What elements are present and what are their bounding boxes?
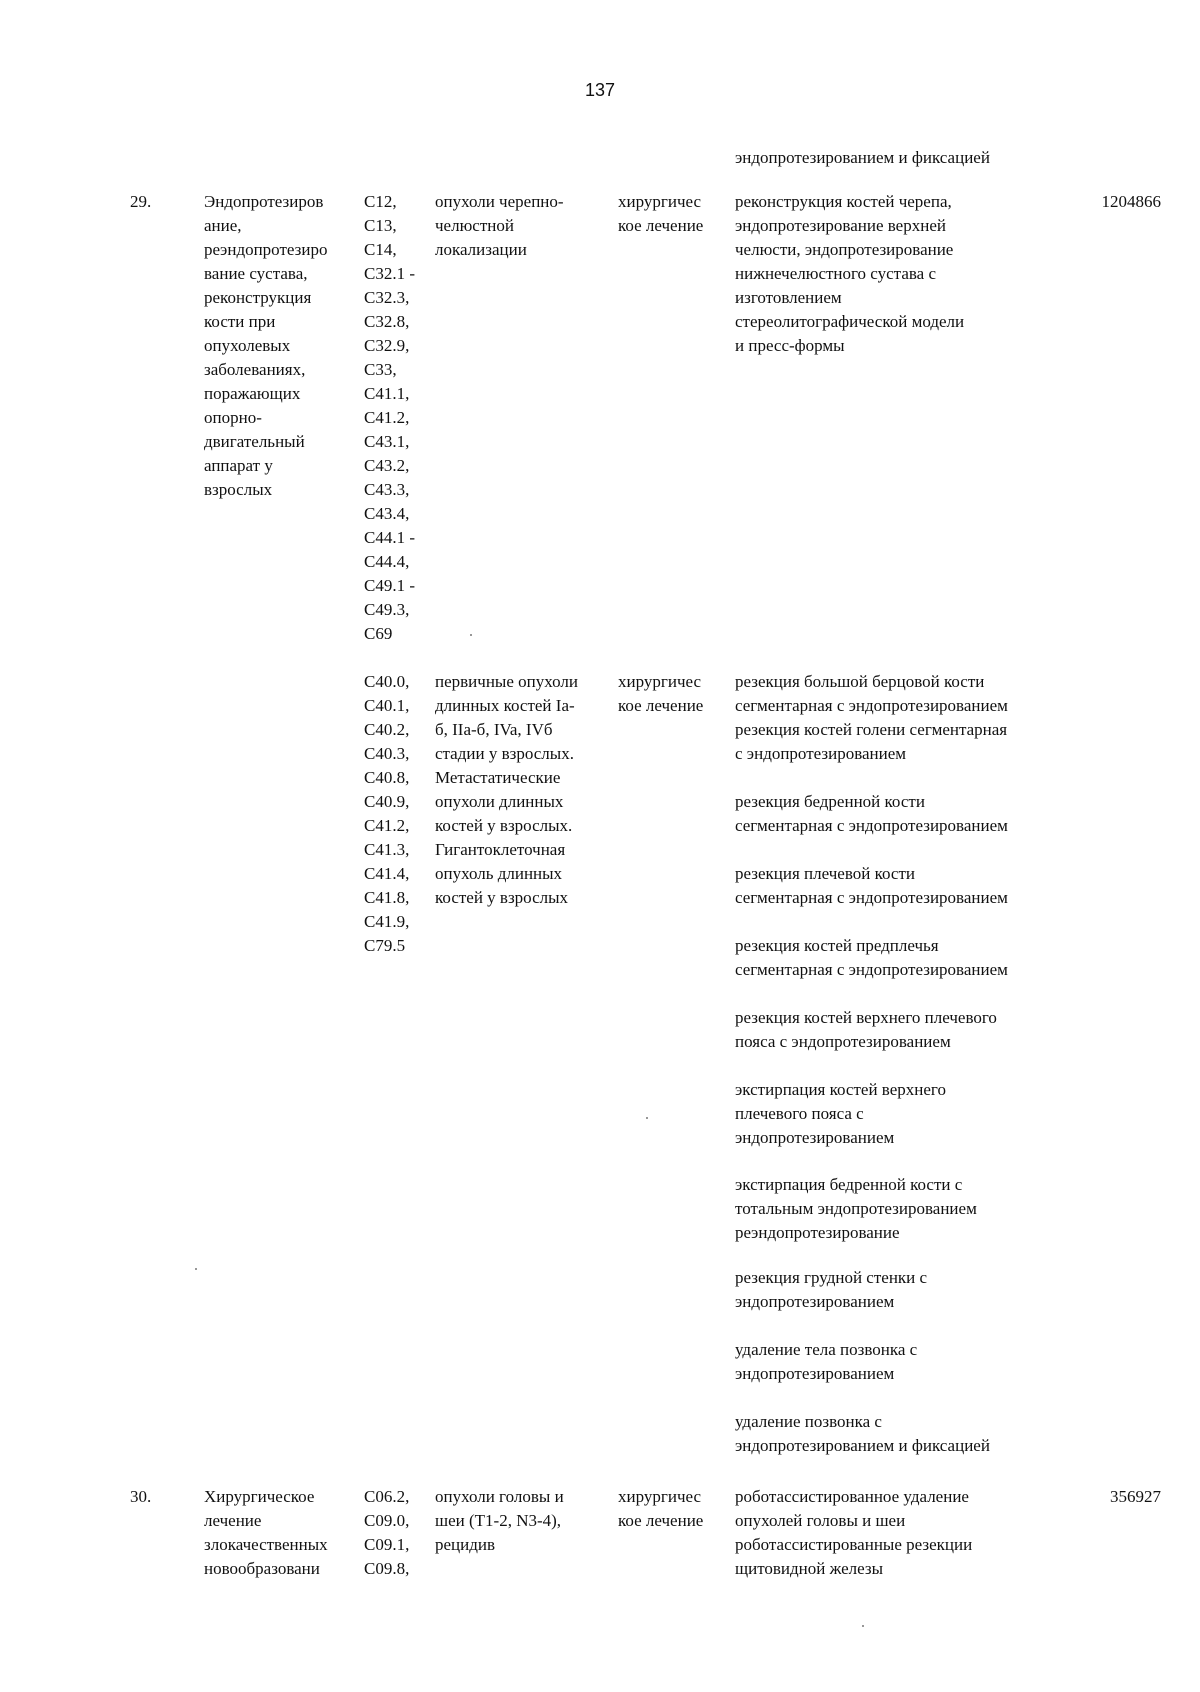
scan-speck	[646, 1117, 648, 1119]
row-29-method: реконструкция костей черепа, эндопротезирование верхней челюсти, эндопротезирование нижнечелюстного сустава с изготовлением стереолитографической модели и пресс-формы	[735, 192, 965, 355]
row-29-method: резекция костей предплечья сегментарная с эндопротезированием	[735, 936, 1008, 979]
continuation-text: эндопротезированием и фиксацией	[735, 148, 990, 167]
row-30-diagnosis: опухоли головы и шеи (T1-2, N3-4), рецидив	[435, 1487, 564, 1554]
row-29-method: экстирпация костей верхнего плечевого пояса с эндопротезированием	[735, 1080, 946, 1147]
scan-speck	[195, 1268, 197, 1270]
page-number: 137	[584, 80, 616, 100]
row-30-method: роботассистированное удаление опухолей головы и шеи роботассистированные резекции щитовидной железы	[735, 1487, 973, 1578]
row-29-method: резекция костей верхнего плечевого пояса с эндопротезированием	[735, 1008, 997, 1051]
scan-speck	[862, 1625, 864, 1627]
row-30-codes: C06.2, C09.0, C09.1, C09.8,	[364, 1487, 410, 1578]
row-29-method: удаление позвонка с эндопротезированием и фиксацией	[735, 1412, 990, 1455]
row-29-method: резекция большой берцовой кости сегментарная с эндопротезированием резекция костей голени сегментарная с эндопротезированием	[735, 672, 1008, 763]
row-29-diagnosis-a: опухоли черепно- челюстной локализации	[435, 192, 564, 259]
row-29-name: Эндопротезиров ание, реэндопротезиро вание сустава, реконструкция кости при опухолевых заболеваниях, поражающих опорно- двигательный аппарат у взрослых	[204, 192, 328, 499]
row-29-treatment-b: хирургичес кое лечение	[618, 672, 704, 715]
row-29-number: 29.	[130, 192, 152, 211]
row-30-number: 30.	[130, 1487, 152, 1506]
row-29-method: резекция плечевой кости сегментарная с эндопротезированием	[735, 864, 1008, 907]
row-30-treatment: хирургичес кое лечение	[618, 1487, 704, 1530]
row-29-method: удаление тела позвонка с эндопротезированием	[735, 1340, 918, 1383]
row-29-codes-a: C12, C13, C14, C32.1 - C32.3, C32.8, C32.9, C33, C41.1, C41.2, C43.1, C43.2, C43.3, C43.4, C44.1 - C44.4, C49.1 - C49.3, C69	[364, 192, 415, 643]
row-30-cost: 356927	[1110, 1487, 1161, 1506]
row-30-name: Хирургическое лечение злокачественных новообразовани	[204, 1487, 328, 1578]
row-29-diagnosis-b: первичные опухоли длинных костей Ia- б, IIa-б, IVa, IVб стадии у взрослых. Метастатические опухоли длинных костей у взрослых. Гигантоклеточная опухоль длинных костей у взрослых	[435, 672, 578, 907]
row-29-codes-b: C40.0, C40.1, C40.2, C40.3, C40.8, C40.9, C41.2, C41.3, C41.4, C41.8, C41.9, C79.5	[364, 672, 410, 955]
row-29-method: резекция грудной стенки с эндопротезированием	[735, 1268, 928, 1311]
row-29-method: экстирпация бедренной кости с тотальным эндопротезированием реэндопротезирование	[735, 1175, 977, 1242]
scan-speck	[470, 634, 472, 636]
row-29-method: резекция бедренной кости сегментарная с эндопротезированием	[735, 792, 1008, 835]
row-29-treatment-a: хирургичес кое лечение	[618, 192, 704, 235]
row-29-cost: 1204866	[1101, 192, 1161, 211]
